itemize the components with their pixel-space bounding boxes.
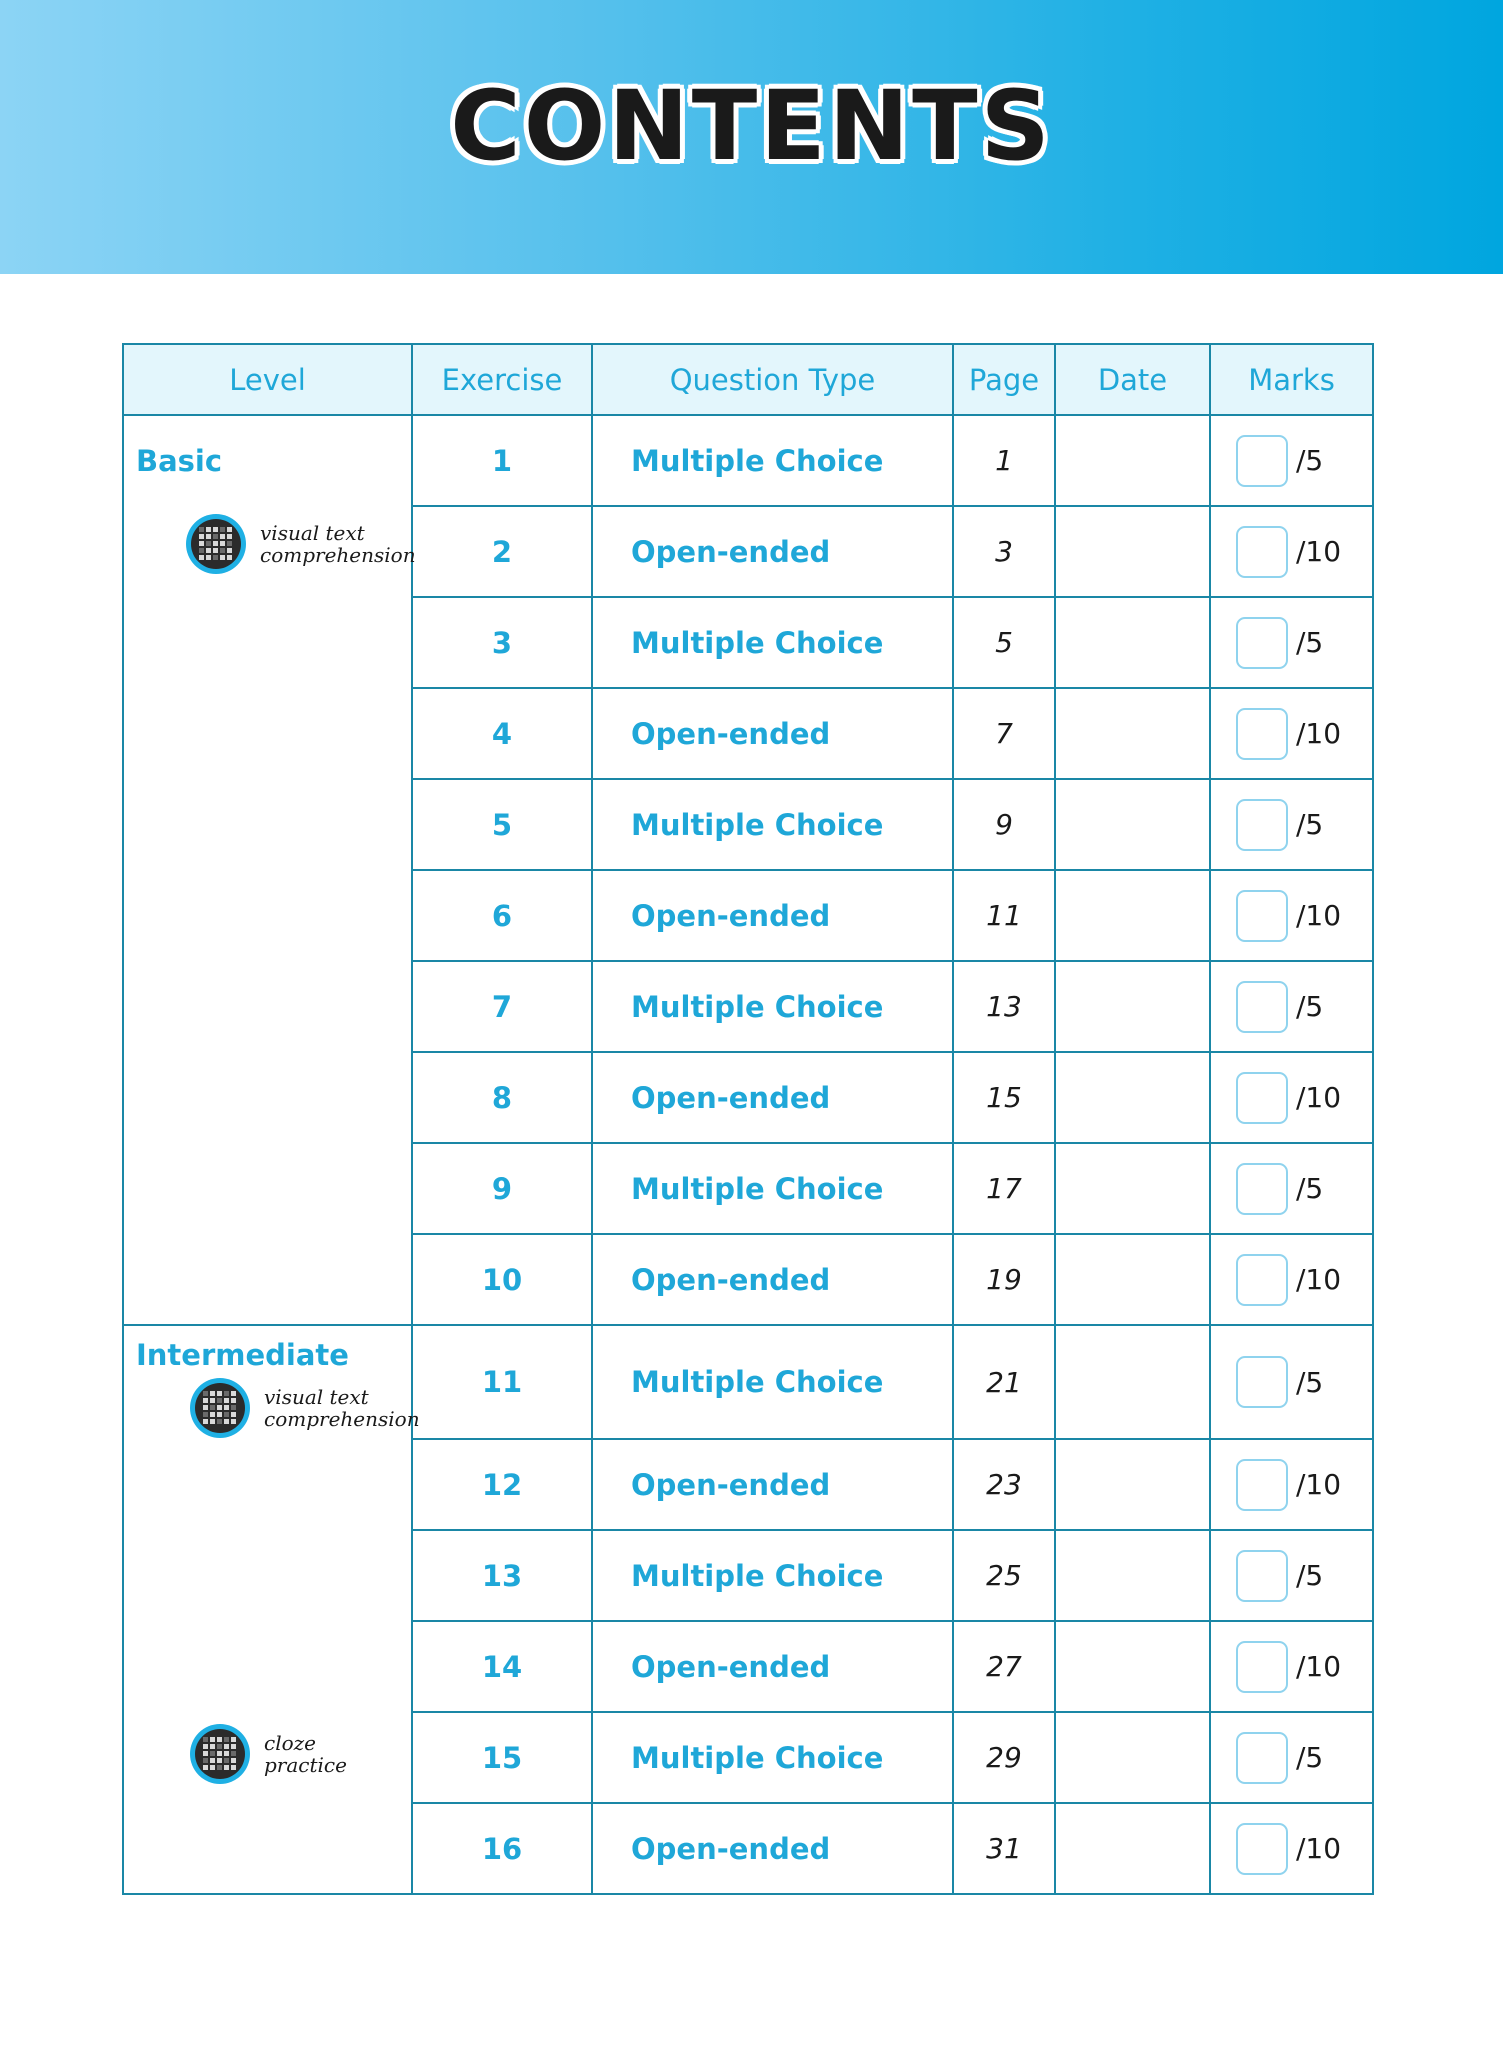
date-cell[interactable] [1055,1621,1210,1712]
page-number: 13 [953,961,1055,1052]
question-type: Open-ended [592,1803,953,1894]
date-cell[interactable] [1055,961,1210,1052]
page-number: 1 [953,415,1055,506]
badge-label [264,1732,404,1776]
badge-label-line: visual text [264,1385,369,1409]
question-type: Multiple Choice [592,1712,953,1803]
page-title: CONTENTS [450,70,1053,182]
visual-text-comprehension-icon [184,512,248,576]
marks-total: /10 [1296,1650,1342,1683]
column-header-level: Level [123,344,412,415]
marks-input-box[interactable] [1236,1823,1288,1875]
page-number: 27 [953,1621,1055,1712]
marks-input-box[interactable] [1236,1163,1288,1215]
page-number: 21 [953,1325,1055,1439]
exercise-number: 9 [412,1143,592,1234]
exercise-number: 4 [412,688,592,779]
marks-cell [1210,1143,1373,1234]
page-number: 19 [953,1234,1055,1325]
marks-input-box[interactable] [1236,1459,1288,1511]
page-number: 7 [953,688,1055,779]
table-header-row [123,344,1373,415]
column-header-exercise: Exercise [412,344,592,415]
question-type: Multiple Choice [592,779,953,870]
marks-cell [1210,1803,1373,1894]
marks-total: /10 [1296,1468,1342,1501]
page-number: 5 [953,597,1055,688]
marks-cell [1210,1530,1373,1621]
question-type: Multiple Choice [592,1143,953,1234]
question-type: Multiple Choice [592,961,953,1052]
badge-label [264,1385,420,1431]
date-cell[interactable] [1055,597,1210,688]
exercise-number: 6 [412,870,592,961]
marks-input-box[interactable] [1236,526,1288,578]
date-cell[interactable] [1055,1234,1210,1325]
badge-label-line: cloze practice [264,1731,347,1777]
exercise-number: 16 [412,1803,592,1894]
marks-total: /5 [1296,1741,1324,1774]
marks-input-box[interactable] [1236,708,1288,760]
date-cell[interactable] [1055,415,1210,506]
marks-cell [1210,870,1373,961]
marks-total: /5 [1296,1559,1324,1592]
marks-total: /10 [1296,1081,1342,1114]
marks-cell [1210,1234,1373,1325]
marks-input-box[interactable] [1236,435,1288,487]
page-number: 23 [953,1439,1055,1530]
marks-total: /10 [1296,535,1342,568]
marks-total: /10 [1296,717,1342,750]
contents-table [122,343,1374,1895]
visual-text-comprehension-icon [188,1376,252,1440]
date-cell[interactable] [1055,870,1210,961]
exercise-number: 2 [412,506,592,597]
marks-input-box[interactable] [1236,1641,1288,1693]
level-cell [123,415,416,1325]
marks-input-box[interactable] [1236,1254,1288,1306]
question-type: Open-ended [592,688,953,779]
page-number: 29 [953,1712,1055,1803]
marks-cell [1210,1052,1373,1143]
exercise-number: 14 [412,1621,592,1712]
marks-cell [1210,1621,1373,1712]
level-badge [188,1722,404,1786]
page-number: 25 [953,1530,1055,1621]
exercise-number: 8 [412,1052,592,1143]
date-cell[interactable] [1055,1325,1210,1439]
question-type: Open-ended [592,1234,953,1325]
date-cell[interactable] [1055,1530,1210,1621]
level-badge [188,1376,420,1440]
level-name: Basic [136,444,223,478]
marks-cell [1210,506,1373,597]
date-cell[interactable] [1055,1052,1210,1143]
date-cell[interactable] [1055,1439,1210,1530]
question-type: Open-ended [592,1052,953,1143]
date-cell[interactable] [1055,1712,1210,1803]
cloze-practice-icon [188,1722,252,1786]
page-number: 3 [953,506,1055,597]
marks-input-box[interactable] [1236,617,1288,669]
page-number: 9 [953,779,1055,870]
table-row [123,415,1373,506]
marks-input-box[interactable] [1236,799,1288,851]
marks-total: /5 [1296,1365,1324,1399]
level-badge [184,512,416,576]
exercise-number: 3 [412,597,592,688]
page-number: 15 [953,1052,1055,1143]
page-number: 31 [953,1803,1055,1894]
question-type: Open-ended [592,1439,953,1530]
question-type: Multiple Choice [592,1325,953,1439]
marks-cell [1210,779,1373,870]
marks-cell [1210,1439,1373,1530]
question-type: Multiple Choice [592,1530,953,1621]
marks-total: /5 [1296,444,1324,477]
marks-input-box[interactable] [1236,981,1288,1033]
level-name: Intermediate [136,1338,349,1372]
marks-total: /10 [1296,1832,1342,1865]
marks-total: /5 [1296,990,1324,1023]
date-cell[interactable] [1055,1143,1210,1234]
marks-total: /5 [1296,626,1324,659]
badge-label [260,521,416,567]
badge-label-line: comprehension [260,543,416,567]
exercise-number: 7 [412,961,592,1052]
marks-total: /10 [1296,899,1342,932]
marks-cell [1210,688,1373,779]
table-row [123,1325,1373,1439]
column-header-question-type: Question Type [592,344,953,415]
marks-cell [1210,415,1373,506]
marks-cell [1210,1712,1373,1803]
marks-input-box[interactable] [1236,1072,1288,1124]
exercise-number: 10 [412,1234,592,1325]
exercise-number: 15 [412,1712,592,1803]
marks-cell [1210,597,1373,688]
level-cell [123,1325,420,1894]
badge-label-line: comprehension [264,1407,420,1431]
question-type: Open-ended [592,1621,953,1712]
marks-input-box[interactable] [1236,1732,1288,1784]
column-header-page: Page [953,344,1055,415]
column-header-date: Date [1055,344,1210,415]
page-number: 11 [953,870,1055,961]
exercise-number: 12 [412,1439,592,1530]
marks-input-box[interactable] [1236,1356,1288,1408]
exercise-number: 5 [412,779,592,870]
date-cell[interactable] [1055,688,1210,779]
column-header-marks: Marks [1210,344,1373,415]
marks-total: /5 [1296,1172,1324,1205]
marks-input-box[interactable] [1236,1550,1288,1602]
marks-input-box[interactable] [1236,890,1288,942]
question-type: Open-ended [592,506,953,597]
exercise-number: 11 [412,1325,592,1439]
badge-label-line: visual text [260,521,365,545]
exercise-number: 13 [412,1530,592,1621]
page-number: 17 [953,1143,1055,1234]
question-type: Multiple Choice [592,415,953,506]
date-cell[interactable] [1055,506,1210,597]
marks-total: /10 [1296,1263,1342,1296]
exercise-number: 1 [412,415,592,506]
marks-cell [1210,1325,1373,1439]
marks-total: /5 [1296,808,1324,841]
marks-cell [1210,961,1373,1052]
question-type: Open-ended [592,870,953,961]
date-cell[interactable] [1055,779,1210,870]
date-cell[interactable] [1055,1803,1210,1894]
question-type: Multiple Choice [592,597,953,688]
